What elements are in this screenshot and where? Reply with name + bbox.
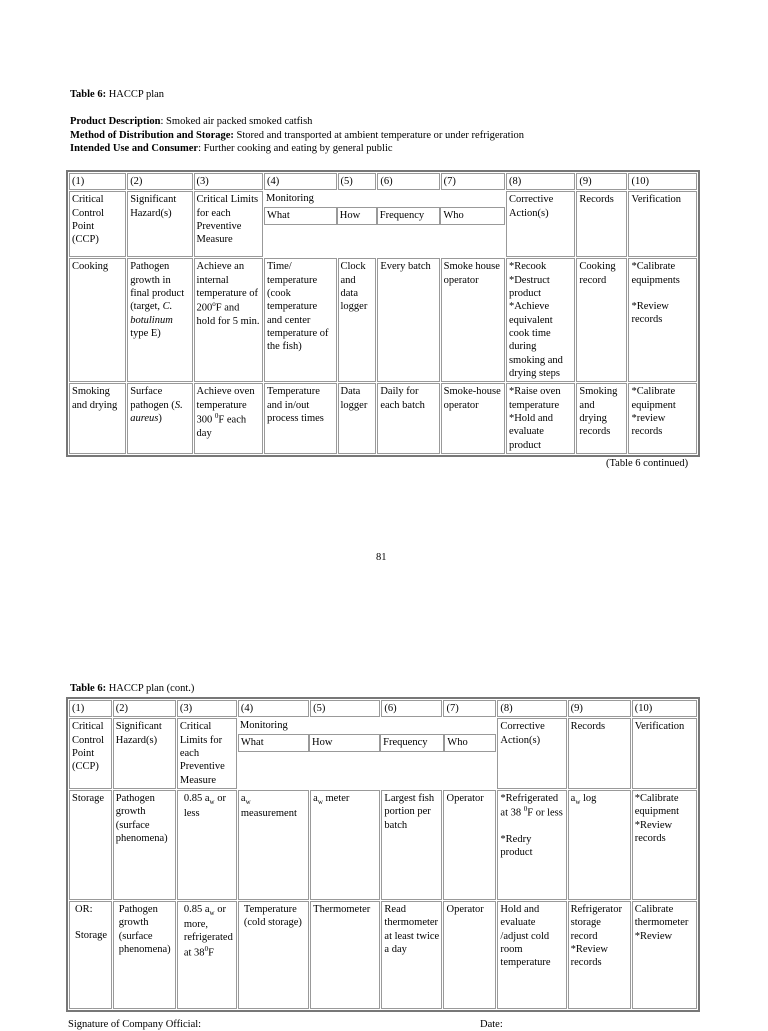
cell-corrective: *Raise oven temperature *Hold and evaluate product (506, 383, 575, 454)
cell-verification: Calibrate thermometer *Review (632, 901, 697, 1009)
cell-who: Smoke-house operator (441, 383, 505, 454)
cell-what: Time/ temperature (cook temperature and center temperature of the fish) (264, 258, 337, 382)
col-num-3: (3) (177, 700, 237, 717)
header-row (69, 718, 697, 789)
column-number-row (69, 700, 697, 717)
col-num-9: (9) (568, 700, 631, 717)
cell-how: Thermometer (310, 901, 380, 1009)
table-row (69, 383, 697, 454)
cell-hazard: Pathogen growth in final product (target, C. botulinum type E) (127, 258, 192, 382)
cell-limits: Achieve an internal temperature of 200$^o$F and hold for 5 min. (194, 258, 263, 382)
header-who: Who (444, 734, 496, 752)
cell-limits: 0.85 $a_w$ or less (177, 790, 237, 900)
header-records: Records (568, 718, 631, 789)
header-corrective: Corrective Action(s) (506, 191, 575, 257)
header-what: What (238, 734, 309, 752)
cell-records: Smoking and drying records (576, 383, 627, 454)
cell-ccp: Cooking (69, 258, 126, 382)
col-num-2: (2) (127, 173, 192, 190)
cell-how: $a_w$ meter (310, 790, 380, 900)
signature-line (68, 1018, 688, 1031)
cell-who: Operator (443, 790, 496, 900)
cell-limits: Achieve oven temperature 300 $^0$F each day (194, 383, 263, 454)
col-num-1: (1) (69, 173, 126, 190)
cell-records: $a_w$ log (568, 790, 631, 900)
header-monitoring (264, 191, 505, 257)
header-ccp: Critical Control Point (CCP) (69, 191, 126, 257)
header-who: Who (440, 207, 505, 225)
header-hazard: Significant Hazard(s) (113, 718, 176, 789)
cell-verification: *Calibrate equipments *Review records (628, 258, 697, 382)
cell-hazard: Surface pathogen (S. aureus) (127, 383, 192, 454)
col-num-3: (3) (194, 173, 263, 190)
cell-frequency: Daily for each batch (377, 383, 439, 454)
header-limits: Critical Limits for each Preventive Measure (194, 191, 263, 257)
col-num-5: (5) (338, 173, 377, 190)
cell-records: Cooking record (576, 258, 627, 382)
table-row (69, 258, 697, 382)
monitoring-label: Monitoring (266, 193, 314, 205)
cell-ccp: OR: Storage (69, 901, 112, 1009)
col-num-1: (1) (69, 700, 112, 717)
cell-who: Operator (443, 901, 496, 1009)
col-num-8: (8) (506, 173, 575, 190)
page-number: 81 (376, 552, 387, 563)
cell-corrective: *Recook *Destruct product *Achieve equivalent cook time during smoking and drying steps (506, 258, 575, 382)
col-num-2: (2) (113, 700, 176, 717)
table-row (69, 901, 697, 1009)
col-num-10: (10) (628, 173, 697, 190)
table-row (69, 790, 697, 900)
header-what: What (264, 207, 337, 225)
monitoring-label: Monitoring (239, 720, 288, 732)
cell-what: Temperature and in/out process times (264, 383, 337, 454)
table-continued-note: (Table 6 continued) (606, 458, 689, 469)
cell-what: $a_w$ measurement (238, 790, 309, 900)
date-label: Date: (480, 1019, 503, 1030)
signature-label: Signature of Company Official: (68, 1019, 202, 1030)
cell-frequency: Largest fish portion per batch (381, 790, 442, 900)
cell-frequency: Every batch (377, 258, 439, 382)
col-num-6: (6) (377, 173, 439, 190)
monitoring-subheader (264, 207, 505, 225)
product-description: Product Description: Smoked air packed smoked catfish (70, 116, 313, 128)
cell-hazard: Pathogen growth (surface phenomena) (113, 901, 176, 1009)
cell-corrective: *Refrigerated at 38 $^0$F or less *Redry product (497, 790, 566, 900)
header-frequency: Frequency (377, 207, 441, 225)
distribution-storage: Method of Distribution and Storage: Stored and transported at ambient temperature or under refrigeration (70, 129, 525, 141)
cell-who: Smoke house operator (441, 258, 505, 382)
col-num-8: (8) (497, 700, 566, 717)
header-records: Records (576, 191, 627, 257)
haccp-table-1 (66, 170, 700, 457)
cell-ccp: Storage (69, 790, 112, 900)
cell-how: Clock and data logger (338, 258, 377, 382)
col-num-5: (5) (310, 700, 380, 717)
table-caption-cont: Table 6: HACCP plan (cont.) (70, 683, 195, 694)
column-number-row (69, 173, 697, 190)
col-num-10: (10) (632, 700, 697, 717)
cell-hazard: Pathogen growth (surface phenomena) (113, 790, 176, 900)
header-how: How (309, 734, 380, 752)
cell-how: Data logger (338, 383, 377, 454)
cell-verification: *Calibrate equipment *review records (628, 383, 697, 454)
header-row (69, 191, 697, 257)
intended-use: Intended Use and Consumer: Further cooking and eating by general public (70, 142, 393, 154)
col-num-9: (9) (576, 173, 627, 190)
page1-header (70, 88, 710, 155)
cell-frequency: Read thermometer at least twice a day (381, 901, 442, 1009)
monitoring-subheader (238, 734, 497, 752)
cell-corrective: Hold and evaluate /adjust cold room temperature (497, 901, 566, 1009)
table-caption: Table 6: HACCP plan (70, 89, 165, 100)
header-verification: Verification (632, 718, 697, 789)
header-monitoring (238, 718, 497, 789)
haccp-table-2 (66, 697, 700, 1012)
cell-records: Refrigerator storage record *Review records (568, 901, 631, 1009)
col-num-7: (7) (443, 700, 496, 717)
header-verification: Verification (628, 191, 697, 257)
header-ccp: Critical Control Point (CCP) (69, 718, 112, 789)
header-hazard: Significant Hazard(s) (127, 191, 192, 257)
cell-limits: 0.85 $a_w$ or more, refrigerated at $38^0F$ (177, 901, 237, 1009)
header-limits: Critical Limits for each Preventive Measure (177, 718, 237, 789)
col-num-4: (4) (238, 700, 309, 717)
cell-verification: *Calibrate equipment *Review records (632, 790, 697, 900)
header-how: How (337, 207, 377, 225)
header-frequency: Frequency (380, 734, 444, 752)
cell-what: Temperature (cold storage) (238, 901, 309, 1009)
col-num-6: (6) (381, 700, 442, 717)
col-num-7: (7) (441, 173, 505, 190)
header-corrective: Corrective Action(s) (497, 718, 566, 789)
cell-ccp: Smoking and drying (69, 383, 126, 454)
col-num-4: (4) (264, 173, 337, 190)
